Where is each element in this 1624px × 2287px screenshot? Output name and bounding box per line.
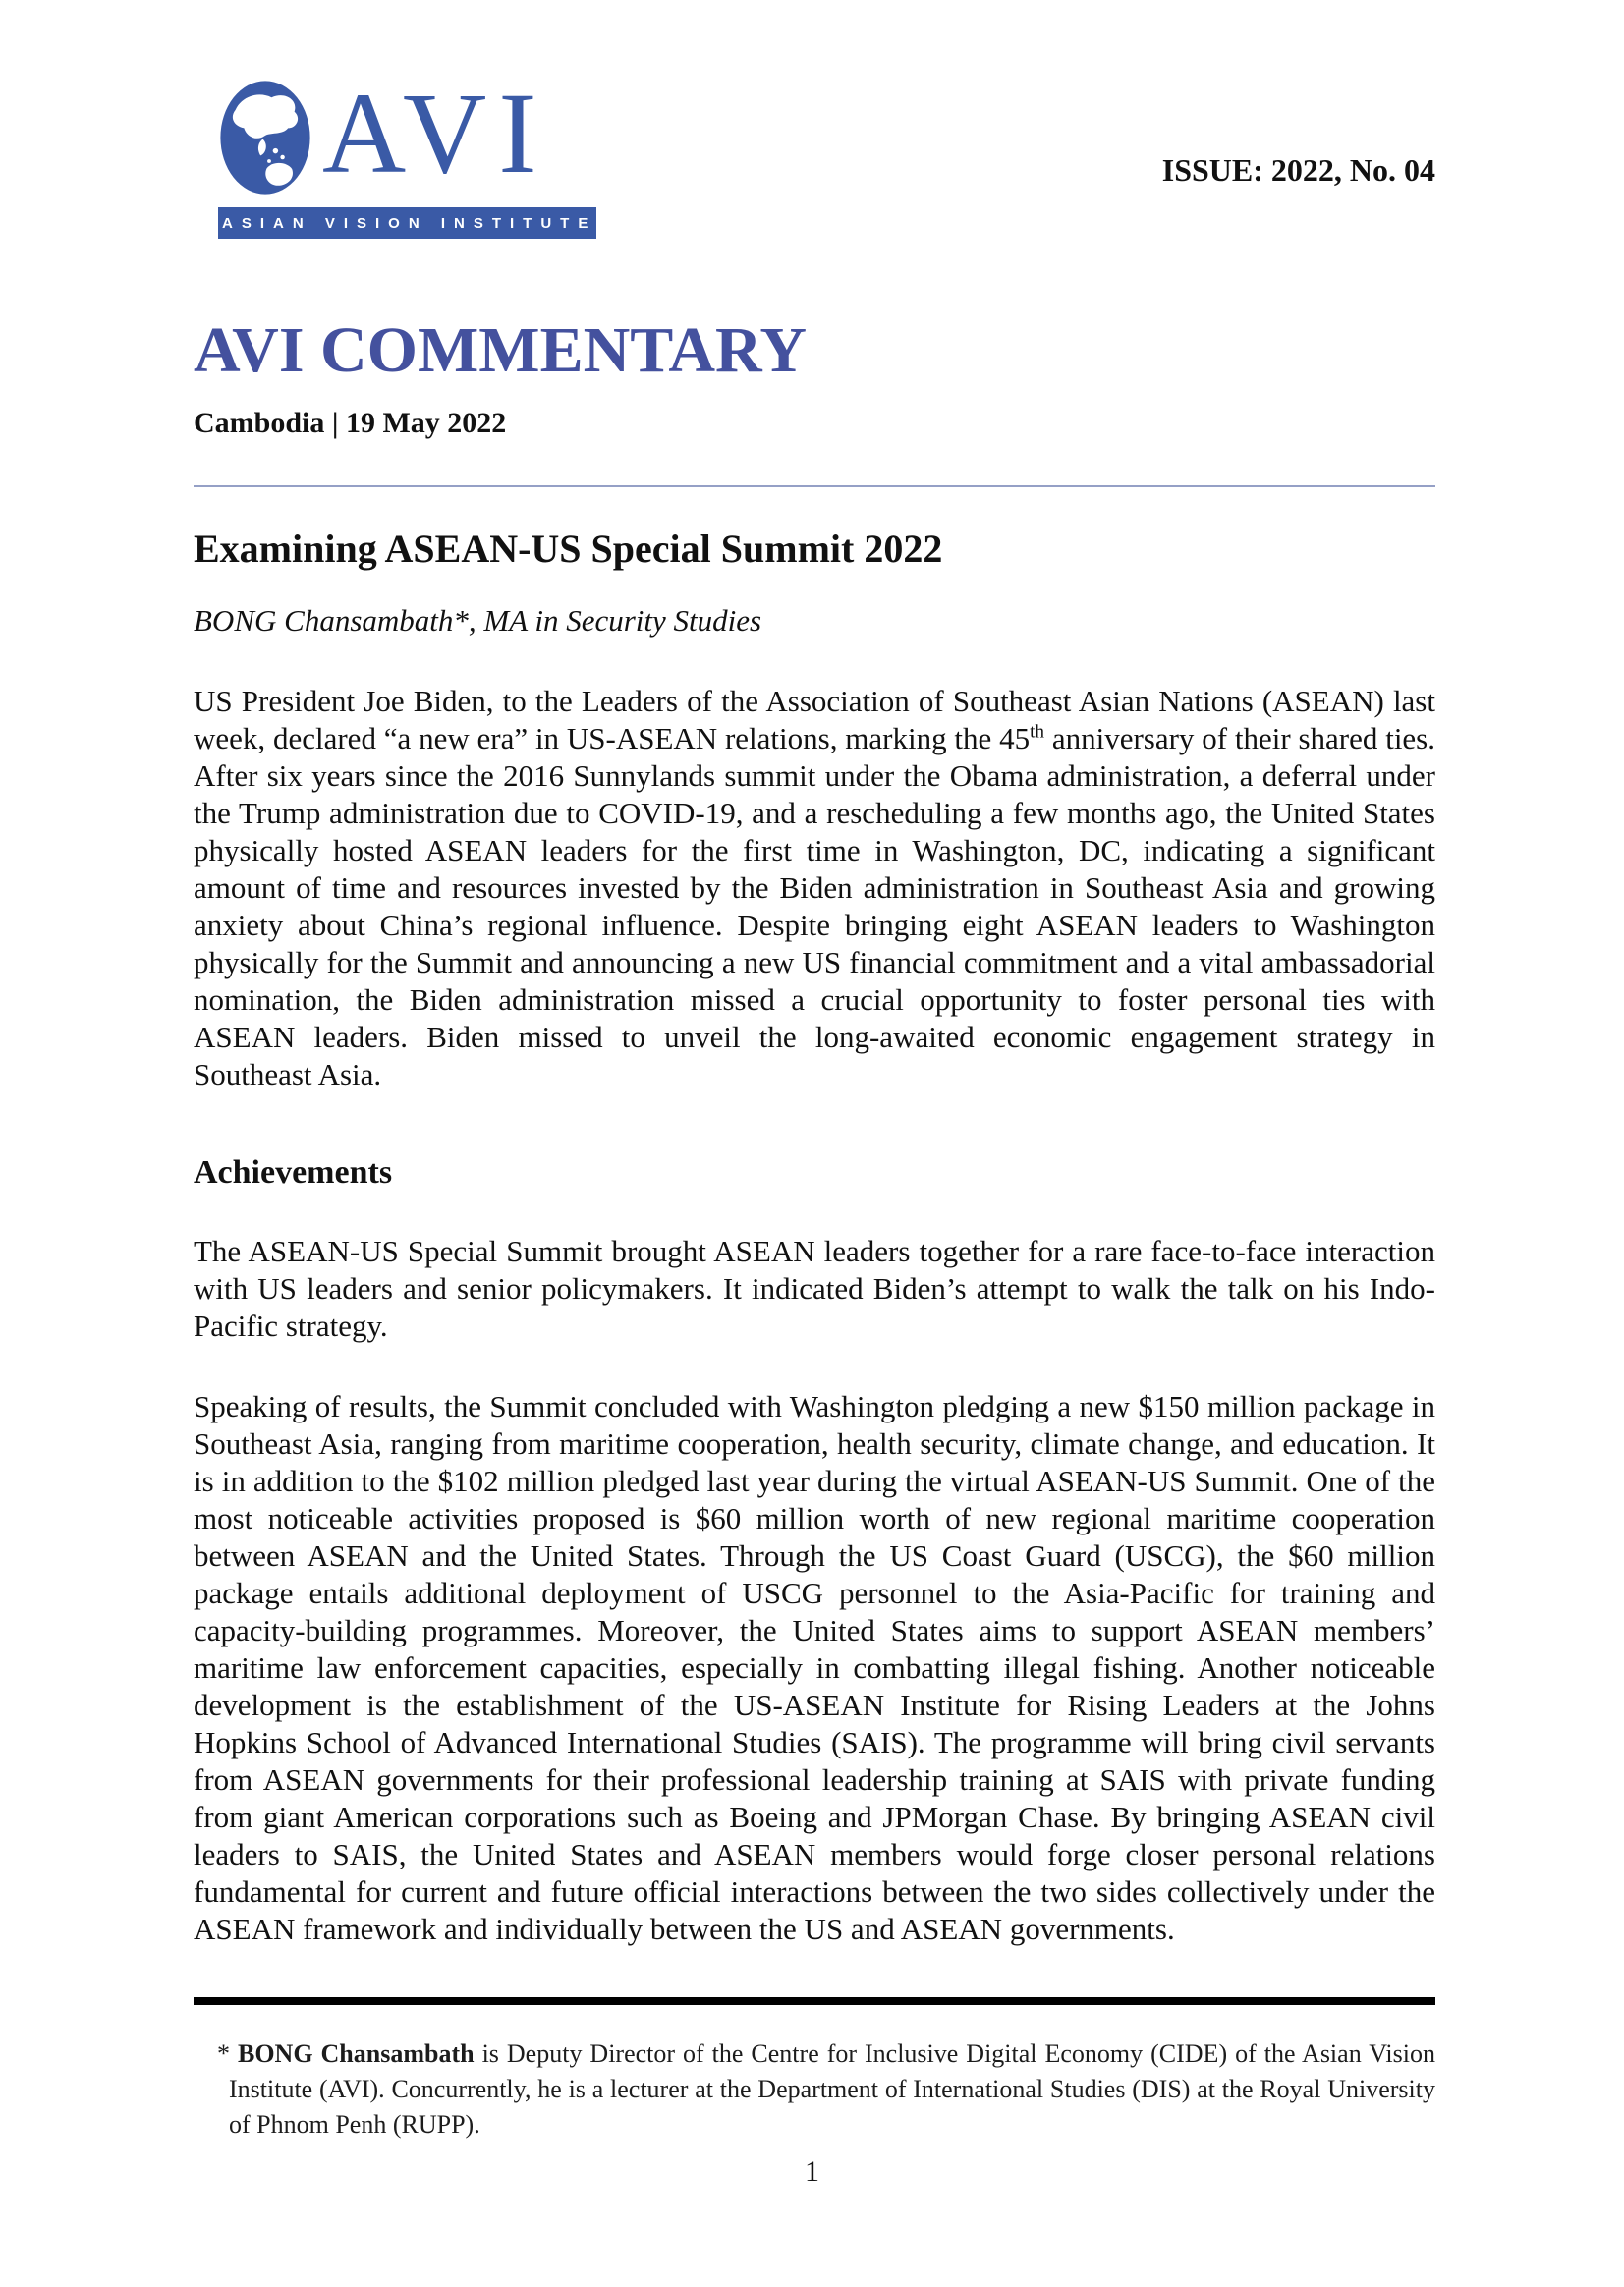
intro-text-after-superscript: anniversary of their shared ties. After six years since the 2016 Sunnylands summit under the Obama administration, a deferral under the Trump administration due to COVID-19, and a rescheduling a few months ago, the United States physically hosted ASEAN leaders for the first time in Washington, DC, indicating a significant amount of time and resources invested by the Biden administration in Southeast Asia and growing anxiety about China’s regional influence. Despite bringing eight ASEAN leaders to Washington physically for the Summit and announcing a new US financial commitment and a vital ambassadorial nomination, the Biden administration missed a crucial opportunity to foster personal ties with ASEAN leaders. Biden missed to unveil the long-awaited economic engagement strategy in Southeast Asia. [194, 720, 1435, 1091]
achievements-paragraph-2: Speaking of results, the Summit concluded with Washington pledging a new $150 million package in Southeast Asia, ranging from maritime cooperation, health security, climate change, and education. It is in addition to the $102 million pledged last year during the virtual ASEAN-US Summit. One of the most noticeable activities proposed is $60 million worth of new regional maritime cooperation between ASEAN and the United States. Through the US Coast Guard (USCG), the $60 million package entails additional deployment of USCG personnel to the Asia-Pacific for training and capacity-building programmes. Moreover, the United States aims to support ASEAN members’ maritime law enforcement capacities, especially in combatting illegal fishing. Another noticeable development is the establishment of the US-ASEAN Institute for Rising Leaders at the Johns Hopkins School of Advanced International Studies (SAIS). The programme will bring civil servants from ASEAN governments for their professional leadership training at SAIS with private funding from giant American corporations such as Boeing and JPMorgan Chase. By bringing ASEAN civil leaders to SAIS, the United States and ASEAN members would forge closer personal relations fundamental for current and future official interactions between the two sides collectively under the ASEAN framework and individually between the US and ASEAN governments. [194, 1388, 1435, 1946]
avi-logo-row [218, 69, 596, 201]
footnote-text: is Deputy Director of the Centre for Inclusive Digital Economy (CIDE) of the Asian Vision Institute (AVI). Concurrently, he is a lecturer at the Department of International Studies (DIS) at the Royal University of Phnom Penh (RUPP). [229, 2038, 1435, 2139]
intro-text-before-superscript: US President Joe Biden, to the Leaders of the Association of Southeast Asian Nations (ASEAN) last week, declared “a new era” in US-ASEAN relations, marking the 45 [194, 683, 1435, 755]
logo-acronym: AVI [322, 69, 549, 197]
header-divider [194, 485, 1435, 487]
footnote-separator [194, 1997, 1435, 2005]
header [194, 69, 1435, 239]
article-byline: BONG Chansambath*, MA in Security Studies [194, 602, 762, 638]
avi-globe-icon [218, 78, 312, 197]
footnote-author-name: BONG Chansambath [237, 2038, 475, 2068]
achievements-paragraph-1: The ASEAN-US Special Summit brought ASEAN leaders together for a rare face-to-face interaction with US leaders and senior policymakers. It indicated Biden’s attempt to walk the talk on his Indo-Pacific strategy. [194, 1233, 1435, 1343]
intro-paragraph [194, 683, 1435, 1093]
page-number: 1 [805, 2155, 819, 2188]
issue-label: ISSUE: 2022, No. 04 [1161, 152, 1435, 188]
avi-logo [218, 69, 597, 239]
footnote [194, 2036, 1435, 2143]
logo-tagline: ASIAN VISION INSTITUTE [218, 207, 596, 239]
masthead-title: AVI COMMENTARY [194, 314, 808, 386]
ordinal-superscript: th [1030, 721, 1045, 743]
section-heading-achievements: Achievements [194, 1153, 393, 1191]
footnote-marker: * [217, 2038, 238, 2068]
article-title: Examining ASEAN-US Special Summit 2022 [194, 526, 943, 571]
dateline: Cambodia | 19 May 2022 [194, 406, 507, 439]
